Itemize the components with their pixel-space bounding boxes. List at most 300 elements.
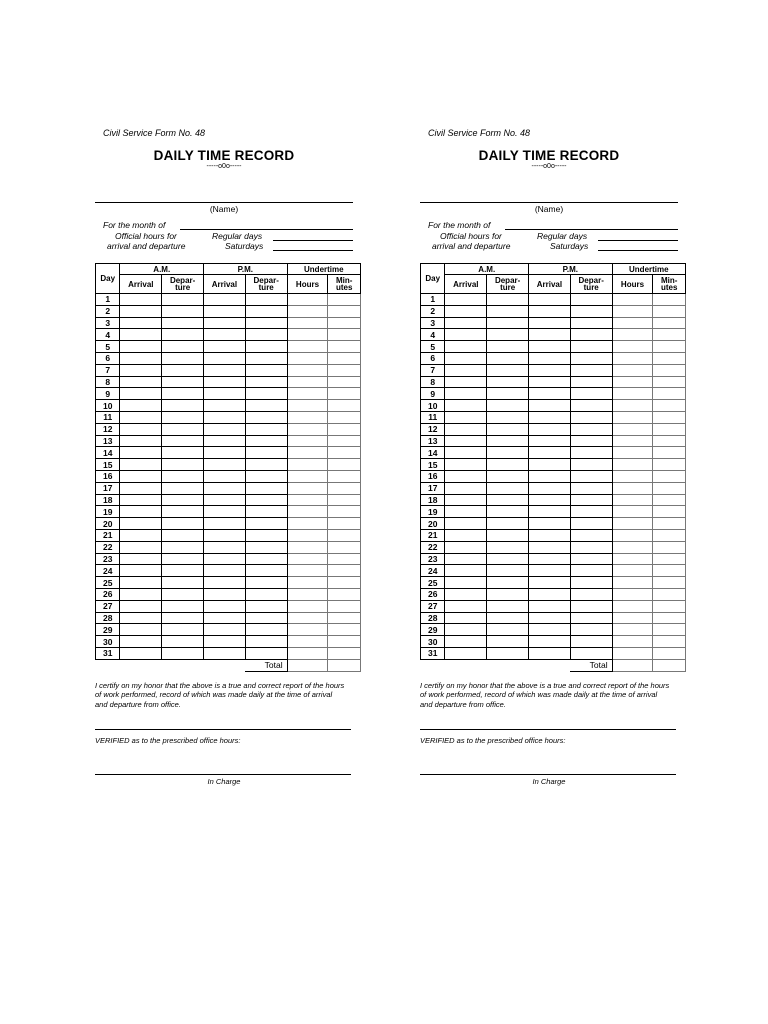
- am-arrival-cell[interactable]: [445, 376, 487, 388]
- am-arrival-cell[interactable]: [120, 388, 162, 400]
- am-arrival-cell[interactable]: [445, 565, 487, 577]
- pm-arrival-cell[interactable]: [204, 435, 246, 447]
- am-arrival-cell[interactable]: [445, 482, 487, 494]
- undertime-hours-cell[interactable]: [287, 470, 328, 482]
- undertime-hours-cell[interactable]: [287, 647, 328, 659]
- am-arrival-cell[interactable]: [445, 294, 487, 306]
- am-departure-cell[interactable]: [487, 352, 529, 364]
- am-arrival-cell[interactable]: [120, 553, 162, 565]
- am-arrival-cell[interactable]: [120, 529, 162, 541]
- am-arrival-cell[interactable]: [445, 518, 487, 530]
- regular-days-field[interactable]: [273, 240, 353, 241]
- am-departure-cell[interactable]: [162, 329, 204, 341]
- pm-departure-cell[interactable]: [245, 341, 287, 353]
- undertime-minutes-cell[interactable]: [328, 400, 361, 412]
- pm-departure-cell[interactable]: [245, 352, 287, 364]
- am-departure-cell[interactable]: [487, 518, 529, 530]
- pm-arrival-cell[interactable]: [529, 305, 571, 317]
- undertime-hours-cell[interactable]: [287, 352, 328, 364]
- am-arrival-cell[interactable]: [120, 364, 162, 376]
- undertime-hours-cell[interactable]: [612, 411, 653, 423]
- pm-departure-cell[interactable]: [245, 541, 287, 553]
- pm-departure-cell[interactable]: [245, 600, 287, 612]
- undertime-minutes-cell[interactable]: [653, 470, 686, 482]
- undertime-hours-cell[interactable]: [612, 588, 653, 600]
- pm-arrival-cell[interactable]: [529, 470, 571, 482]
- am-departure-cell[interactable]: [487, 317, 529, 329]
- undertime-minutes-cell[interactable]: [653, 329, 686, 341]
- undertime-minutes-cell[interactable]: [653, 600, 686, 612]
- undertime-hours-cell[interactable]: [612, 364, 653, 376]
- am-departure-cell[interactable]: [487, 470, 529, 482]
- undertime-minutes-cell[interactable]: [653, 459, 686, 471]
- am-arrival-cell[interactable]: [445, 600, 487, 612]
- undertime-minutes-cell[interactable]: [328, 647, 361, 659]
- am-departure-cell[interactable]: [487, 305, 529, 317]
- pm-departure-cell[interactable]: [570, 506, 612, 518]
- undertime-minutes-cell[interactable]: [653, 553, 686, 565]
- pm-arrival-cell[interactable]: [529, 529, 571, 541]
- pm-arrival-cell[interactable]: [204, 400, 246, 412]
- pm-arrival-cell[interactable]: [204, 588, 246, 600]
- am-departure-cell[interactable]: [487, 577, 529, 589]
- undertime-minutes-cell[interactable]: [328, 317, 361, 329]
- undertime-minutes-cell[interactable]: [653, 636, 686, 648]
- am-departure-cell[interactable]: [487, 423, 529, 435]
- pm-arrival-cell[interactable]: [204, 482, 246, 494]
- am-arrival-cell[interactable]: [445, 541, 487, 553]
- pm-departure-cell[interactable]: [570, 541, 612, 553]
- undertime-hours-cell[interactable]: [287, 388, 328, 400]
- undertime-hours-cell[interactable]: [287, 376, 328, 388]
- pm-departure-cell[interactable]: [245, 482, 287, 494]
- undertime-hours-cell[interactable]: [612, 518, 653, 530]
- undertime-minutes-cell[interactable]: [328, 553, 361, 565]
- am-arrival-cell[interactable]: [120, 612, 162, 624]
- am-arrival-cell[interactable]: [120, 423, 162, 435]
- am-departure-cell[interactable]: [162, 636, 204, 648]
- pm-arrival-cell[interactable]: [529, 411, 571, 423]
- pm-departure-cell[interactable]: [570, 317, 612, 329]
- am-arrival-cell[interactable]: [445, 423, 487, 435]
- undertime-minutes-cell[interactable]: [653, 364, 686, 376]
- am-departure-cell[interactable]: [162, 506, 204, 518]
- pm-arrival-cell[interactable]: [529, 612, 571, 624]
- undertime-hours-cell[interactable]: [612, 317, 653, 329]
- undertime-minutes-cell[interactable]: [328, 352, 361, 364]
- pm-arrival-cell[interactable]: [204, 518, 246, 530]
- undertime-hours-cell[interactable]: [287, 435, 328, 447]
- pm-departure-cell[interactable]: [570, 435, 612, 447]
- pm-departure-cell[interactable]: [245, 294, 287, 306]
- undertime-hours-cell[interactable]: [612, 329, 653, 341]
- pm-departure-cell[interactable]: [570, 294, 612, 306]
- saturdays-field[interactable]: [598, 250, 678, 251]
- pm-arrival-cell[interactable]: [204, 506, 246, 518]
- am-departure-cell[interactable]: [162, 317, 204, 329]
- undertime-hours-cell[interactable]: [612, 482, 653, 494]
- am-arrival-cell[interactable]: [120, 494, 162, 506]
- undertime-minutes-cell[interactable]: [653, 411, 686, 423]
- pm-arrival-cell[interactable]: [204, 565, 246, 577]
- pm-arrival-cell[interactable]: [529, 352, 571, 364]
- undertime-minutes-cell[interactable]: [328, 494, 361, 506]
- month-field[interactable]: [505, 229, 678, 230]
- am-departure-cell[interactable]: [487, 364, 529, 376]
- pm-departure-cell[interactable]: [570, 376, 612, 388]
- am-arrival-cell[interactable]: [120, 518, 162, 530]
- am-departure-cell[interactable]: [162, 341, 204, 353]
- am-departure-cell[interactable]: [162, 411, 204, 423]
- pm-arrival-cell[interactable]: [529, 494, 571, 506]
- am-departure-cell[interactable]: [162, 529, 204, 541]
- pm-departure-cell[interactable]: [245, 553, 287, 565]
- am-arrival-cell[interactable]: [120, 624, 162, 636]
- pm-arrival-cell[interactable]: [529, 364, 571, 376]
- undertime-hours-cell[interactable]: [287, 364, 328, 376]
- pm-departure-cell[interactable]: [570, 423, 612, 435]
- am-arrival-cell[interactable]: [120, 647, 162, 659]
- undertime-hours-cell[interactable]: [287, 506, 328, 518]
- pm-departure-cell[interactable]: [570, 411, 612, 423]
- pm-arrival-cell[interactable]: [204, 470, 246, 482]
- am-departure-cell[interactable]: [487, 411, 529, 423]
- pm-departure-cell[interactable]: [245, 518, 287, 530]
- am-departure-cell[interactable]: [487, 541, 529, 553]
- am-arrival-cell[interactable]: [120, 329, 162, 341]
- undertime-minutes-cell[interactable]: [653, 565, 686, 577]
- undertime-hours-cell[interactable]: [612, 565, 653, 577]
- am-departure-cell[interactable]: [162, 376, 204, 388]
- am-departure-cell[interactable]: [162, 600, 204, 612]
- pm-arrival-cell[interactable]: [529, 588, 571, 600]
- undertime-minutes-cell[interactable]: [328, 565, 361, 577]
- am-arrival-cell[interactable]: [120, 588, 162, 600]
- pm-arrival-cell[interactable]: [529, 400, 571, 412]
- pm-arrival-cell[interactable]: [204, 423, 246, 435]
- undertime-hours-cell[interactable]: [612, 341, 653, 353]
- am-departure-cell[interactable]: [487, 459, 529, 471]
- pm-departure-cell[interactable]: [245, 423, 287, 435]
- am-arrival-cell[interactable]: [445, 459, 487, 471]
- undertime-minutes-cell[interactable]: [653, 624, 686, 636]
- am-departure-cell[interactable]: [487, 624, 529, 636]
- am-arrival-cell[interactable]: [120, 341, 162, 353]
- pm-departure-cell[interactable]: [570, 647, 612, 659]
- undertime-hours-cell[interactable]: [287, 624, 328, 636]
- undertime-hours-cell[interactable]: [612, 624, 653, 636]
- am-arrival-cell[interactable]: [445, 577, 487, 589]
- undertime-minutes-cell[interactable]: [653, 494, 686, 506]
- pm-departure-cell[interactable]: [245, 506, 287, 518]
- undertime-minutes-cell[interactable]: [328, 541, 361, 553]
- pm-arrival-cell[interactable]: [529, 518, 571, 530]
- undertime-hours-cell[interactable]: [287, 400, 328, 412]
- pm-arrival-cell[interactable]: [529, 600, 571, 612]
- pm-departure-cell[interactable]: [570, 352, 612, 364]
- undertime-hours-cell[interactable]: [612, 553, 653, 565]
- undertime-hours-cell[interactable]: [287, 612, 328, 624]
- am-arrival-cell[interactable]: [445, 624, 487, 636]
- undertime-minutes-cell[interactable]: [328, 423, 361, 435]
- pm-departure-cell[interactable]: [570, 565, 612, 577]
- undertime-minutes-cell[interactable]: [328, 411, 361, 423]
- pm-departure-cell[interactable]: [570, 553, 612, 565]
- undertime-minutes-cell[interactable]: [653, 376, 686, 388]
- undertime-minutes-cell[interactable]: [328, 435, 361, 447]
- pm-departure-cell[interactable]: [570, 482, 612, 494]
- pm-arrival-cell[interactable]: [204, 624, 246, 636]
- am-arrival-cell[interactable]: [120, 459, 162, 471]
- total-hours-cell[interactable]: [612, 659, 653, 671]
- pm-arrival-cell[interactable]: [204, 317, 246, 329]
- pm-arrival-cell[interactable]: [204, 494, 246, 506]
- am-departure-cell[interactable]: [162, 647, 204, 659]
- am-arrival-cell[interactable]: [120, 636, 162, 648]
- undertime-hours-cell[interactable]: [612, 636, 653, 648]
- am-arrival-cell[interactable]: [120, 317, 162, 329]
- am-departure-cell[interactable]: [162, 352, 204, 364]
- am-arrival-cell[interactable]: [445, 329, 487, 341]
- pm-departure-cell[interactable]: [245, 376, 287, 388]
- am-arrival-cell[interactable]: [445, 388, 487, 400]
- am-arrival-cell[interactable]: [120, 470, 162, 482]
- name-field[interactable]: [420, 192, 678, 203]
- am-arrival-cell[interactable]: [445, 447, 487, 459]
- pm-departure-cell[interactable]: [570, 636, 612, 648]
- undertime-hours-cell[interactable]: [612, 423, 653, 435]
- pm-departure-cell[interactable]: [245, 624, 287, 636]
- am-departure-cell[interactable]: [487, 529, 529, 541]
- am-arrival-cell[interactable]: [120, 482, 162, 494]
- am-arrival-cell[interactable]: [445, 341, 487, 353]
- pm-arrival-cell[interactable]: [204, 447, 246, 459]
- undertime-minutes-cell[interactable]: [328, 470, 361, 482]
- am-departure-cell[interactable]: [162, 541, 204, 553]
- undertime-hours-cell[interactable]: [612, 541, 653, 553]
- pm-arrival-cell[interactable]: [204, 352, 246, 364]
- pm-arrival-cell[interactable]: [204, 459, 246, 471]
- am-arrival-cell[interactable]: [120, 577, 162, 589]
- pm-arrival-cell[interactable]: [529, 423, 571, 435]
- undertime-hours-cell[interactable]: [612, 447, 653, 459]
- saturdays-field[interactable]: [273, 250, 353, 251]
- am-departure-cell[interactable]: [487, 400, 529, 412]
- undertime-minutes-cell[interactable]: [653, 482, 686, 494]
- pm-arrival-cell[interactable]: [529, 459, 571, 471]
- pm-departure-cell[interactable]: [570, 494, 612, 506]
- undertime-hours-cell[interactable]: [612, 352, 653, 364]
- pm-departure-cell[interactable]: [245, 317, 287, 329]
- am-arrival-cell[interactable]: [445, 636, 487, 648]
- pm-arrival-cell[interactable]: [204, 305, 246, 317]
- pm-arrival-cell[interactable]: [204, 553, 246, 565]
- pm-departure-cell[interactable]: [245, 329, 287, 341]
- pm-arrival-cell[interactable]: [204, 294, 246, 306]
- undertime-minutes-cell[interactable]: [653, 447, 686, 459]
- pm-departure-cell[interactable]: [570, 577, 612, 589]
- undertime-minutes-cell[interactable]: [653, 388, 686, 400]
- pm-departure-cell[interactable]: [570, 518, 612, 530]
- am-departure-cell[interactable]: [162, 482, 204, 494]
- pm-arrival-cell[interactable]: [204, 411, 246, 423]
- in-charge-signature-field[interactable]: [95, 774, 351, 775]
- am-departure-cell[interactable]: [487, 482, 529, 494]
- pm-arrival-cell[interactable]: [529, 577, 571, 589]
- pm-departure-cell[interactable]: [245, 494, 287, 506]
- undertime-minutes-cell[interactable]: [328, 600, 361, 612]
- am-arrival-cell[interactable]: [445, 352, 487, 364]
- am-departure-cell[interactable]: [487, 494, 529, 506]
- undertime-minutes-cell[interactable]: [653, 647, 686, 659]
- am-departure-cell[interactable]: [162, 294, 204, 306]
- pm-departure-cell[interactable]: [570, 600, 612, 612]
- regular-days-field[interactable]: [598, 240, 678, 241]
- pm-arrival-cell[interactable]: [204, 612, 246, 624]
- pm-departure-cell[interactable]: [245, 364, 287, 376]
- undertime-hours-cell[interactable]: [287, 329, 328, 341]
- total-minutes-cell[interactable]: [653, 659, 686, 671]
- am-departure-cell[interactable]: [162, 553, 204, 565]
- pm-departure-cell[interactable]: [245, 588, 287, 600]
- am-departure-cell[interactable]: [487, 329, 529, 341]
- pm-departure-cell[interactable]: [570, 364, 612, 376]
- am-departure-cell[interactable]: [487, 647, 529, 659]
- undertime-hours-cell[interactable]: [287, 636, 328, 648]
- am-arrival-cell[interactable]: [445, 317, 487, 329]
- am-departure-cell[interactable]: [162, 400, 204, 412]
- pm-arrival-cell[interactable]: [529, 541, 571, 553]
- in-charge-signature-field[interactable]: [420, 774, 676, 775]
- undertime-hours-cell[interactable]: [287, 518, 328, 530]
- pm-departure-cell[interactable]: [245, 305, 287, 317]
- pm-arrival-cell[interactable]: [529, 341, 571, 353]
- undertime-hours-cell[interactable]: [612, 305, 653, 317]
- am-departure-cell[interactable]: [162, 388, 204, 400]
- undertime-hours-cell[interactable]: [612, 529, 653, 541]
- am-arrival-cell[interactable]: [120, 376, 162, 388]
- am-arrival-cell[interactable]: [445, 364, 487, 376]
- am-departure-cell[interactable]: [162, 305, 204, 317]
- am-departure-cell[interactable]: [162, 494, 204, 506]
- am-arrival-cell[interactable]: [445, 305, 487, 317]
- undertime-hours-cell[interactable]: [287, 494, 328, 506]
- am-departure-cell[interactable]: [487, 553, 529, 565]
- pm-departure-cell[interactable]: [570, 388, 612, 400]
- pm-departure-cell[interactable]: [245, 647, 287, 659]
- pm-departure-cell[interactable]: [245, 577, 287, 589]
- pm-departure-cell[interactable]: [570, 447, 612, 459]
- undertime-hours-cell[interactable]: [287, 305, 328, 317]
- undertime-minutes-cell[interactable]: [653, 341, 686, 353]
- am-arrival-cell[interactable]: [120, 411, 162, 423]
- am-arrival-cell[interactable]: [445, 612, 487, 624]
- am-departure-cell[interactable]: [487, 506, 529, 518]
- am-departure-cell[interactable]: [487, 376, 529, 388]
- pm-arrival-cell[interactable]: [529, 376, 571, 388]
- undertime-minutes-cell[interactable]: [328, 341, 361, 353]
- pm-arrival-cell[interactable]: [204, 529, 246, 541]
- undertime-minutes-cell[interactable]: [653, 423, 686, 435]
- undertime-hours-cell[interactable]: [287, 459, 328, 471]
- undertime-hours-cell[interactable]: [287, 294, 328, 306]
- am-departure-cell[interactable]: [162, 577, 204, 589]
- pm-arrival-cell[interactable]: [529, 447, 571, 459]
- undertime-minutes-cell[interactable]: [328, 447, 361, 459]
- am-arrival-cell[interactable]: [120, 565, 162, 577]
- undertime-minutes-cell[interactable]: [328, 624, 361, 636]
- pm-departure-cell[interactable]: [245, 636, 287, 648]
- undertime-hours-cell[interactable]: [287, 541, 328, 553]
- pm-departure-cell[interactable]: [245, 447, 287, 459]
- undertime-hours-cell[interactable]: [287, 482, 328, 494]
- undertime-minutes-cell[interactable]: [653, 435, 686, 447]
- pm-departure-cell[interactable]: [245, 400, 287, 412]
- pm-arrival-cell[interactable]: [204, 600, 246, 612]
- undertime-minutes-cell[interactable]: [653, 400, 686, 412]
- pm-departure-cell[interactable]: [245, 470, 287, 482]
- am-departure-cell[interactable]: [487, 588, 529, 600]
- undertime-minutes-cell[interactable]: [653, 352, 686, 364]
- am-arrival-cell[interactable]: [445, 470, 487, 482]
- undertime-hours-cell[interactable]: [612, 647, 653, 659]
- pm-departure-cell[interactable]: [570, 341, 612, 353]
- pm-departure-cell[interactable]: [570, 459, 612, 471]
- am-departure-cell[interactable]: [162, 565, 204, 577]
- am-arrival-cell[interactable]: [445, 411, 487, 423]
- undertime-hours-cell[interactable]: [287, 529, 328, 541]
- am-departure-cell[interactable]: [162, 364, 204, 376]
- pm-arrival-cell[interactable]: [204, 577, 246, 589]
- pm-arrival-cell[interactable]: [204, 329, 246, 341]
- undertime-hours-cell[interactable]: [612, 600, 653, 612]
- am-departure-cell[interactable]: [162, 423, 204, 435]
- undertime-hours-cell[interactable]: [287, 317, 328, 329]
- name-field[interactable]: [95, 192, 353, 203]
- am-arrival-cell[interactable]: [120, 352, 162, 364]
- undertime-minutes-cell[interactable]: [328, 588, 361, 600]
- undertime-hours-cell[interactable]: [612, 612, 653, 624]
- am-departure-cell[interactable]: [487, 435, 529, 447]
- undertime-hours-cell[interactable]: [612, 376, 653, 388]
- am-arrival-cell[interactable]: [120, 506, 162, 518]
- undertime-hours-cell[interactable]: [287, 341, 328, 353]
- am-arrival-cell[interactable]: [120, 305, 162, 317]
- am-arrival-cell[interactable]: [120, 541, 162, 553]
- undertime-minutes-cell[interactable]: [653, 612, 686, 624]
- undertime-minutes-cell[interactable]: [653, 588, 686, 600]
- pm-arrival-cell[interactable]: [529, 317, 571, 329]
- undertime-minutes-cell[interactable]: [653, 518, 686, 530]
- undertime-minutes-cell[interactable]: [653, 294, 686, 306]
- am-departure-cell[interactable]: [487, 636, 529, 648]
- am-arrival-cell[interactable]: [445, 400, 487, 412]
- pm-arrival-cell[interactable]: [204, 541, 246, 553]
- am-arrival-cell[interactable]: [445, 435, 487, 447]
- pm-arrival-cell[interactable]: [529, 624, 571, 636]
- undertime-minutes-cell[interactable]: [328, 329, 361, 341]
- am-departure-cell[interactable]: [162, 435, 204, 447]
- pm-arrival-cell[interactable]: [529, 388, 571, 400]
- undertime-hours-cell[interactable]: [612, 577, 653, 589]
- pm-arrival-cell[interactable]: [529, 294, 571, 306]
- pm-departure-cell[interactable]: [245, 435, 287, 447]
- am-departure-cell[interactable]: [487, 294, 529, 306]
- undertime-hours-cell[interactable]: [287, 411, 328, 423]
- am-departure-cell[interactable]: [487, 388, 529, 400]
- employee-signature-field[interactable]: [95, 729, 351, 730]
- employee-signature-field[interactable]: [420, 729, 676, 730]
